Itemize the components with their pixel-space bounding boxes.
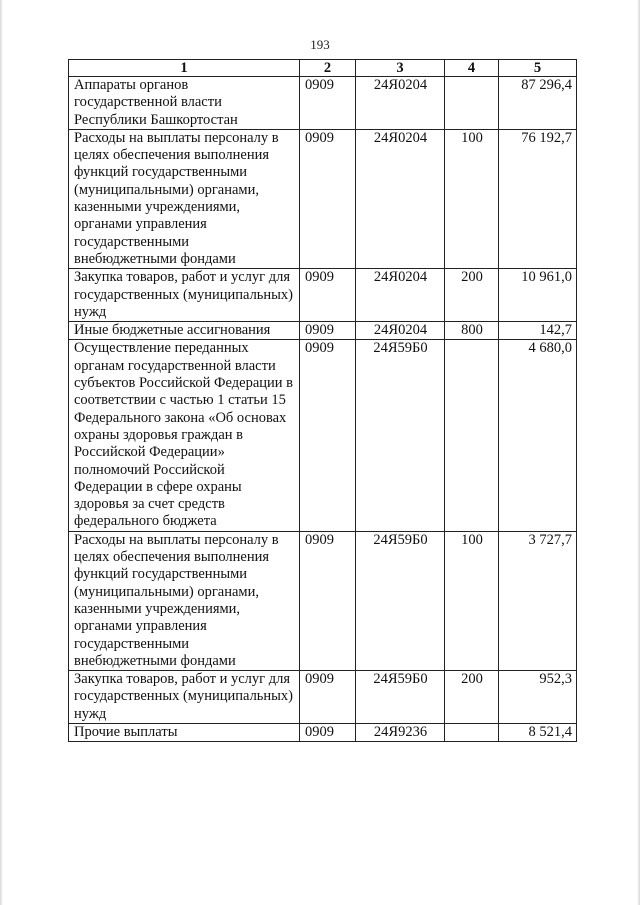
row-name: Закупка товаров, работ и услуг для государственных (муниципальных) нужд — [69, 269, 300, 322]
row-amount: 76 192,7 — [499, 129, 577, 268]
row-csr: 24Я0204 — [356, 269, 445, 322]
row-amount: 3 727,7 — [499, 531, 577, 670]
row-csr: 24Я9236 — [356, 723, 445, 741]
row-csr: 24Я59Б0 — [356, 340, 445, 531]
table-header-row — [69, 60, 577, 77]
scan-edge-left — [0, 0, 3, 905]
row-name: Осуществление переданных органам государственной власти субъектов Российской Федерации в соответствии с частью 1 статьи 15 Федерального закона «Об основах охраны здоровья граждан в Российской Федерации» полномочий Российской Федерации в сфере охраны здоровья за счет средств федерального бюджета — [69, 340, 300, 531]
row-name: Расходы на выплаты персоналу в целях обеспечения выполнения функций государственными (муниципальными) органами, казенными учреждениями, органами управления государственными внебюджетными фондами — [69, 129, 300, 268]
row-amount: 4 680,0 — [499, 340, 577, 531]
table-row — [69, 340, 577, 531]
row-rz: 0909 — [300, 129, 356, 268]
row-amount: 8 521,4 — [499, 723, 577, 741]
row-vr: 200 — [445, 269, 499, 322]
row-amount: 87 296,4 — [499, 77, 577, 130]
row-vr: 200 — [445, 671, 499, 724]
row-vr — [445, 723, 499, 741]
row-vr: 100 — [445, 531, 499, 670]
row-name: Иные бюджетные ассигнования — [69, 322, 300, 340]
row-vr: 800 — [445, 322, 499, 340]
row-vr — [445, 340, 499, 531]
table-row — [69, 723, 577, 741]
row-rz: 0909 — [300, 322, 356, 340]
row-csr: 24Я59Б0 — [356, 671, 445, 724]
header-col-4: 4 — [445, 60, 499, 77]
page-number: 193 — [310, 37, 330, 52]
table-row — [69, 129, 577, 268]
row-rz: 0909 — [300, 77, 356, 130]
row-name: Прочие выплаты — [69, 723, 300, 741]
row-rz: 0909 — [300, 671, 356, 724]
header-col-2: 2 — [300, 60, 356, 77]
table-row — [69, 322, 577, 340]
row-csr: 24Я0204 — [356, 322, 445, 340]
table-row — [69, 671, 577, 724]
table-row — [69, 531, 577, 670]
header-col-1: 1 — [69, 60, 300, 77]
row-vr: 100 — [445, 129, 499, 268]
row-amount: 952,3 — [499, 671, 577, 724]
row-name: Расходы на выплаты персоналу в целях обеспечения выполнения функций государственными (муниципальными) органами, казенными учреждениями, органами управления государственными внебюджетными фондами — [69, 531, 300, 670]
row-rz: 0909 — [300, 269, 356, 322]
row-rz: 0909 — [300, 531, 356, 670]
row-csr: 24Я0204 — [356, 129, 445, 268]
table-row — [69, 77, 577, 130]
row-name: Аппараты органов государственной власти Республики Башкортостан — [69, 77, 300, 130]
budget-table — [68, 59, 577, 742]
row-rz: 0909 — [300, 340, 356, 531]
row-amount: 10 961,0 — [499, 269, 577, 322]
row-csr: 24Я59Б0 — [356, 531, 445, 670]
row-csr: 24Я0204 — [356, 77, 445, 130]
row-vr — [445, 77, 499, 130]
row-name: Закупка товаров, работ и услуг для государственных (муниципальных) нужд — [69, 671, 300, 724]
row-rz: 0909 — [300, 723, 356, 741]
header-col-5: 5 — [499, 60, 577, 77]
table-row — [69, 269, 577, 322]
header-col-3: 3 — [356, 60, 445, 77]
row-amount: 142,7 — [499, 322, 577, 340]
